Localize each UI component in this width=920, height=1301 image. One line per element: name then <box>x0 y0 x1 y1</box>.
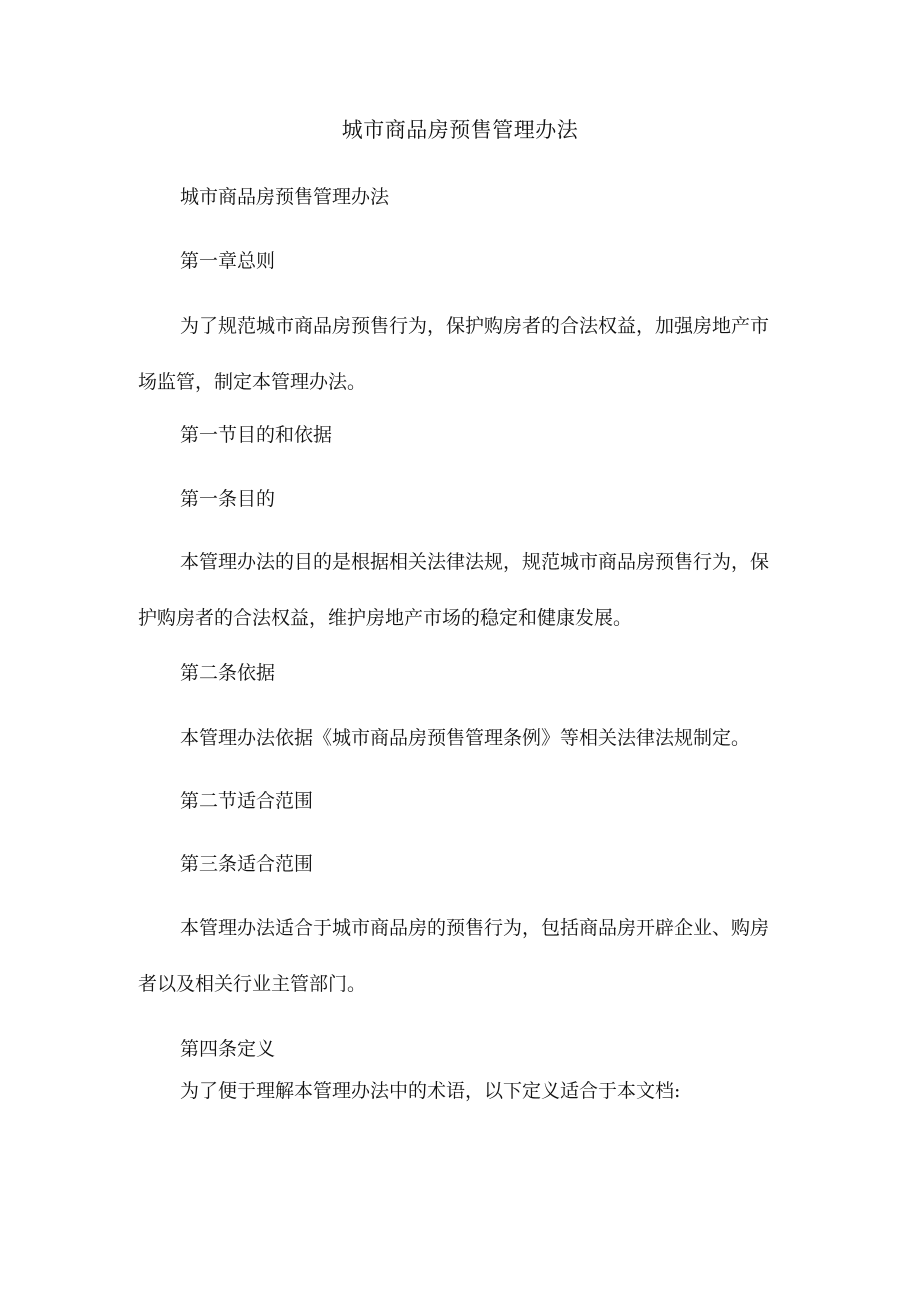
body-paragraph: 本管理办法依据《城市商品房预售管理条例》等相关法律法规制定。 <box>180 727 751 749</box>
paragraph-heading: 城市商品房预售管理办法 <box>180 186 390 208</box>
article-heading: 第三条适合范围 <box>180 853 314 875</box>
body-paragraph: 本管理办法的目的是根据相关法律法规，规范城市商品房预售行为，保护购房者的合法权益，维护房地产市场的稳定和健康发展。 <box>138 551 770 629</box>
body-paragraph: 为了便于理解本管理办法中的术语，以下定义适合于本文档: <box>180 1080 681 1102</box>
article-heading: 第二条依据 <box>180 662 276 684</box>
article-heading: 第四条定义 <box>180 1038 276 1060</box>
section-heading: 第二节适合范围 <box>180 790 314 812</box>
section-heading: 第一节目的和依据 <box>180 424 333 446</box>
chapter-heading: 第一章总则 <box>180 250 276 272</box>
body-paragraph: 本管理办法适合于城市商品房的预售行为，包括商品房开辟企业、购房者以及相关行业主管部门。 <box>138 917 770 995</box>
body-paragraph: 为了规范城市商品房预售行为，保护购房者的合法权益，加强房地产市场监管，制定本管理办法。 <box>138 315 770 393</box>
document-title: 城市商品房预售管理办法 <box>341 118 579 142</box>
article-heading: 第一条目的 <box>180 488 276 510</box>
